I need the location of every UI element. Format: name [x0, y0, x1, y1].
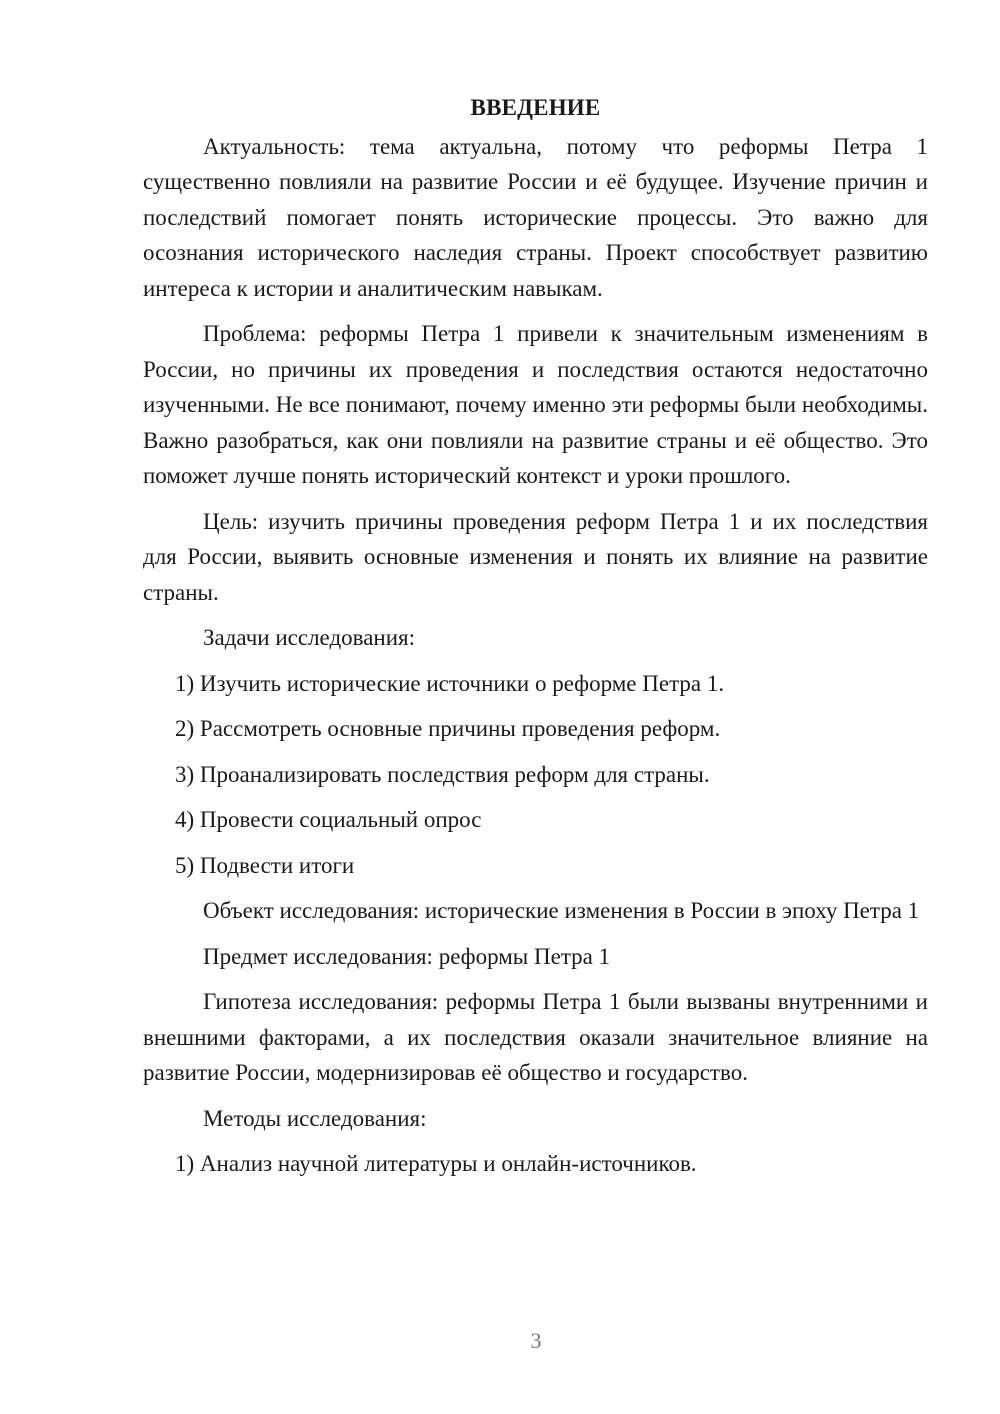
document-title: ВВЕДЕНИЕ [470, 95, 601, 120]
problem-paragraph: Проблема: реформы Петра 1 привели к значительным изменениям в России, но причины их проведения и последствия остаются недостаточно изученными. Не все понимают, почему именно эти реформы были необходимы. Важно разобраться, как они повлияли на развитие страны и её общество. Это поможет лучше понять исторический контекст и уроки прошлого. [143, 321, 928, 488]
task-item: 3) Проанализировать последствия реформ для страны. [175, 761, 710, 787]
document-page [143, 90, 928, 1192]
tasks-list [143, 666, 928, 884]
task-item: 1) Изучить исторические источники о реформе Петра 1. [175, 670, 725, 696]
task-item: 4) Провести социальный опрос [175, 807, 482, 832]
subject-paragraph: Предмет исследования: реформы Петра 1 [203, 943, 611, 969]
object-paragraph: Объект исследования: исторические изменения в России в эпоху Петра 1 [203, 898, 920, 923]
methods-list [143, 1146, 928, 1182]
relevance-paragraph: Актуальность: тема актуальна, потому что реформы Петра 1 существенно повлияли на развитие России и её будущее. Изучение причин и последствий помогает понять исторические процессы. Это важно для осознания исторического наследия страны. Проект способствует развитию интереса к истории и аналитическим навыкам. [143, 133, 928, 301]
methods-heading: Методы исследования: [203, 1105, 427, 1131]
task-item: 5) Подвести итоги [175, 852, 355, 878]
tasks-heading: Задачи исследования: [203, 625, 416, 650]
hypothesis-paragraph: Гипотеза исследования: реформы Петра 1 были вызваны внутренними и внешними факторами, а их последствия оказали значительное влияние на развитие России, модернизировав её общество и государство. [143, 989, 928, 1085]
page-number: 3 [530, 1328, 542, 1353]
method-item: 1) Анализ научной литературы и онлайн-источников. [175, 1151, 697, 1176]
goal-paragraph: Цель: изучить причины проведения реформ Петра 1 и их последствия для России, выявить основные изменения и понять их влияние на развитие страны. [143, 508, 928, 605]
task-item: 2) Рассмотреть основные причины проведения реформ. [175, 716, 721, 741]
